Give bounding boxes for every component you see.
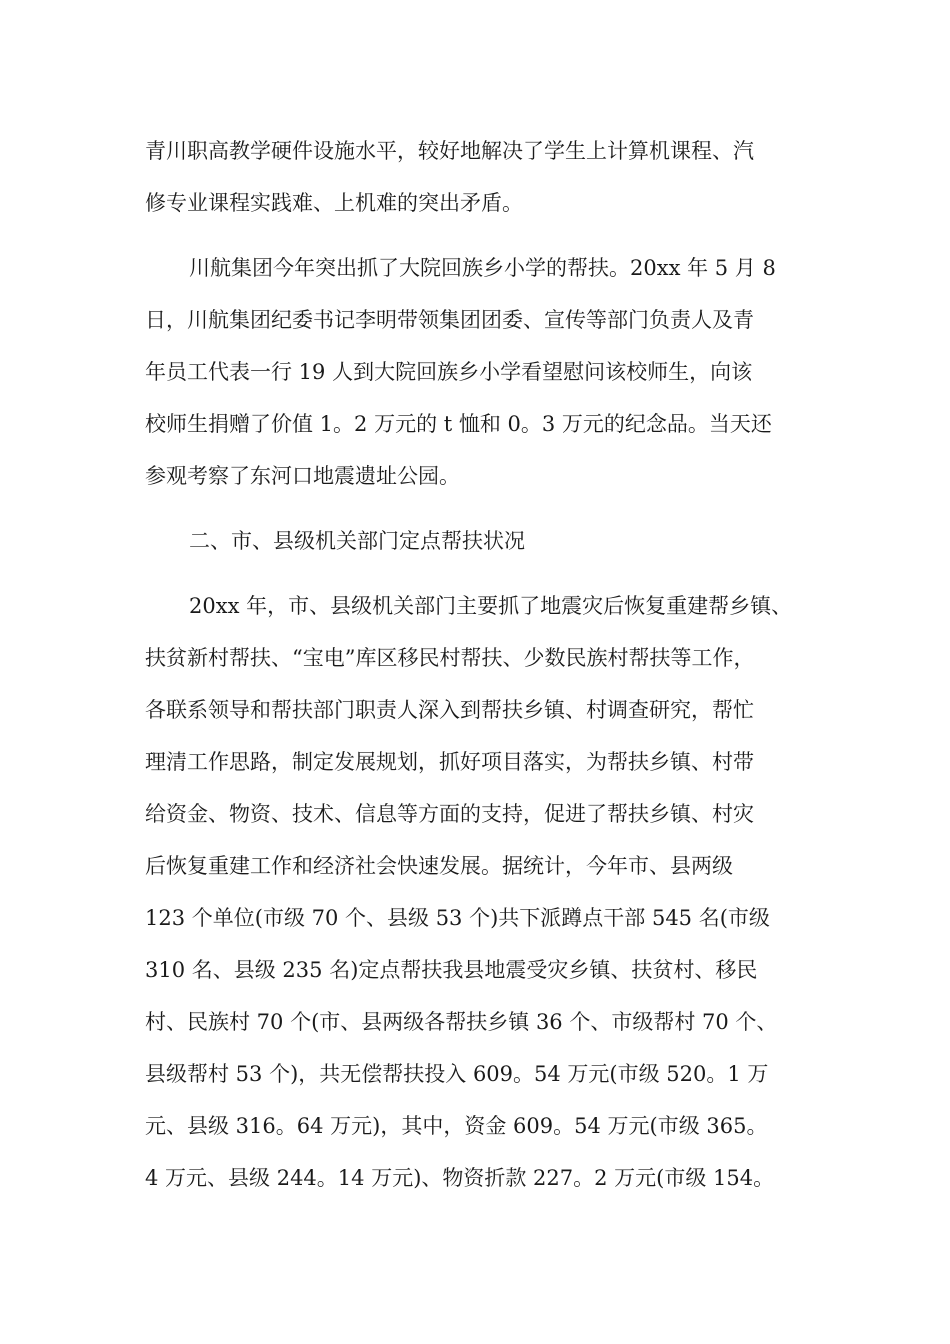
paragraph-line: 修专业课程实践难、上机难的突出矛盾。 bbox=[145, 191, 523, 215]
paragraph-line: 后恢复重建工作和经济社会快速发展。据统计，今年市、县两级 bbox=[145, 854, 733, 878]
paragraph-line: 扶贫新村帮扶、“宝电”库区移民村帮扶、少数民族村帮扶等工作， bbox=[145, 646, 755, 670]
section-heading bbox=[145, 515, 825, 567]
paragraph-line: 参观考察了东河口地震遗址公园。 bbox=[145, 464, 460, 488]
paragraph-line: 理清工作思路，制定发展规划，抓好项目落实，为帮扶乡镇、村带 bbox=[145, 750, 754, 774]
heading-text: 二、市、县级机关部门定点帮扶状况 bbox=[189, 529, 525, 553]
paragraph-line: 310 名、县级 235 名)定点帮扶我县地震受灾乡镇、扶贫村、移民 bbox=[145, 958, 758, 982]
paragraph-3 bbox=[145, 580, 825, 1204]
paragraph-line: 各联系领导和帮扶部门职责人深入到帮扶乡镇、村调查研究，帮忙 bbox=[145, 698, 754, 722]
paragraph-line: 日，川航集团纪委书记李明带领集团团委、宣传等部门负责人及青 bbox=[145, 308, 754, 332]
paragraph-1 bbox=[145, 125, 825, 229]
paragraph-line: 给资金、物资、技术、信息等方面的支持，促进了帮扶乡镇、村灾 bbox=[145, 802, 754, 826]
paragraph-line: 4 万元、县级 244。14 万元)、物资折款 227。2 万元(市级 154。 bbox=[145, 1166, 775, 1190]
paragraph-line: 元、县级 316。64 万元)，其中，资金 609。54 万元(市级 365。 bbox=[145, 1114, 768, 1138]
paragraph-line: 川航集团今年突出抓了大院回族乡小学的帮扶。20xx 年 5 月 8 bbox=[189, 256, 776, 280]
paragraph-line: 村、民族村 70 个(市、县两级各帮扶乡镇 36 个、市级帮村 70 个、 bbox=[145, 1010, 778, 1034]
paragraph-line: 123 个单位(市级 70 个、县级 53 个)共下派蹲点干部 545 名(市级 bbox=[145, 906, 770, 930]
paragraph-line: 校师生捐赠了价值 1。2 万元的 t 恤和 0。3 万元的纪念品。当天还 bbox=[145, 412, 772, 436]
paragraph-line: 20xx 年，市、县级机关部门主要抓了地震灾后恢复重建帮乡镇、 bbox=[189, 594, 793, 618]
paragraph-line: 年员工代表一行 19 人到大院回族乡小学看望慰问该校师生，向该 bbox=[145, 360, 753, 384]
paragraph-line: 县级帮村 53 个)，共无偿帮扶投入 609。54 万元(市级 520。1 万 bbox=[145, 1062, 769, 1086]
paragraph-2 bbox=[145, 242, 825, 502]
document-body bbox=[145, 125, 825, 1204]
paragraph-line: 青川职高教学硬件设施水平，较好地解决了学生上计算机课程、汽 bbox=[145, 139, 754, 163]
